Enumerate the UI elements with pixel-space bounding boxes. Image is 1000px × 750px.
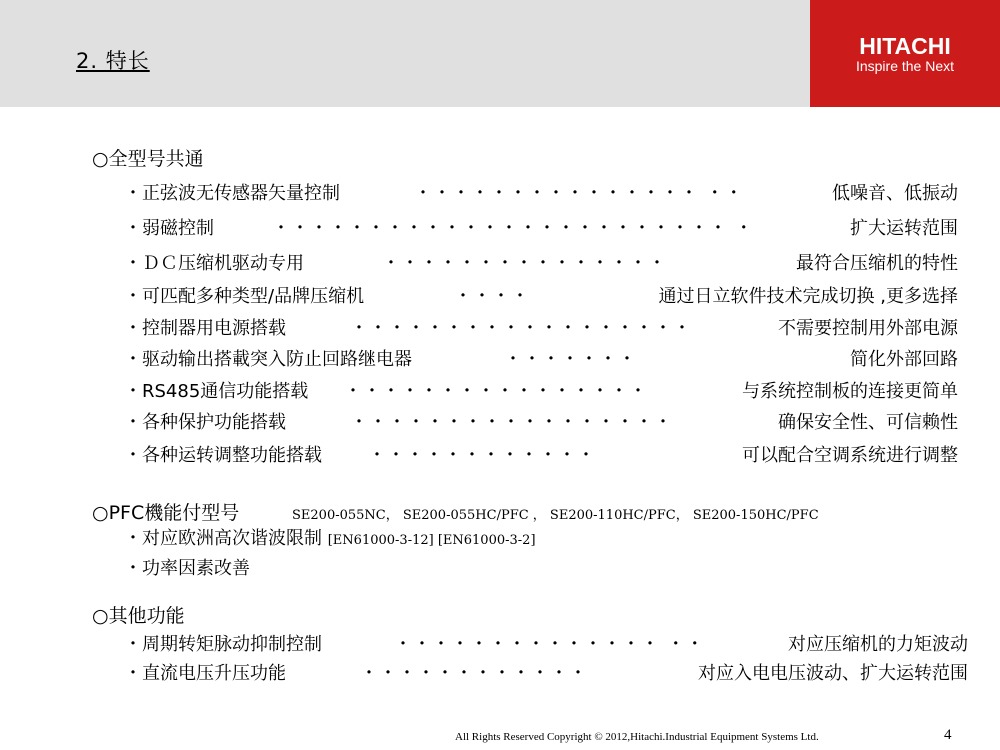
feature-result: 通过日立软件技术完成切换 ,更多选择 (658, 286, 958, 307)
feature-row (124, 345, 958, 371)
feature-label: ・控制器用电源搭载 (124, 318, 286, 339)
copyright-footer: All Rights Reserved Copyright © 2012,Hitachi.Industrial Equipment Systems Ltd. (455, 731, 819, 743)
feature-label: ・弱磁控制 (124, 218, 214, 239)
feature-label: ・ＤＣ压缩机驱动专用 (124, 253, 304, 274)
pfc-model-list: SE200-055NC， SE200-055HC/PFC ， SE200-110HC/PFC， SE200-150HC/PFC (292, 508, 819, 523)
leader-dots: ・・・・・・・・・・・・ (368, 445, 596, 466)
feature-result: 扩大运转范围 (850, 218, 958, 239)
section-heading-other: ○其他功能 (92, 605, 185, 627)
feature-label: ・周期转矩脉动抑制控制 (124, 634, 322, 655)
feature-row (124, 314, 958, 340)
feature-label: ・各种保护功能搭载 (124, 412, 286, 433)
leader-dots: ・・・・・・・・・・・・・・ ・・ (394, 634, 705, 655)
leader-dots: ・・・・・・・・・・・・・・・ ・・ (414, 183, 744, 204)
page-number: 4 (944, 727, 952, 743)
leader-dots: ・・・・ (454, 286, 530, 307)
slide-title: 2. 特长 (76, 49, 150, 73)
pfc-item (124, 554, 250, 580)
feature-result: 对应入电电压波动、扩大运转范围 (698, 663, 968, 684)
leader-dots: ・・・・・・・・・・・・・・・・・ (350, 412, 673, 433)
leader-dots: ・・・・・・・・・・・・・・・・ (344, 381, 648, 402)
leader-dots: ・・・・・・・・・・・・・・・・・・ (350, 318, 692, 339)
feature-result: 与系统控制板的连接更简单 (742, 381, 958, 402)
feature-result: 不需要控制用外部电源 (778, 318, 958, 339)
feature-label: ・各种运转调整功能搭载 (124, 445, 322, 466)
section-heading-common: ○全型号共通 (92, 148, 204, 170)
feature-result: 最符合压缩机的特性 (796, 253, 958, 274)
logo-tagline: Inspire the Next (855, 58, 955, 74)
leader-dots: ・・・・・・・ (504, 349, 637, 370)
feature-label: ・可匹配多种类型/品牌压缩机 (124, 286, 365, 307)
feature-result: 简化外部回路 (850, 349, 958, 370)
feature-row (124, 214, 958, 240)
pfc-item (124, 524, 536, 550)
pfc-item-label: ・功率因素改善 (124, 558, 250, 579)
hitachi-logo (810, 0, 1000, 107)
feature-label: ・RS485通信功能搭载 (124, 381, 309, 402)
feature-row (124, 179, 958, 205)
feature-label: ・驱动输出搭載突入防止回路继电器 (124, 349, 412, 370)
feature-label: ・直流电压升压功能 (124, 663, 286, 684)
feature-row (124, 377, 958, 403)
feature-result: 可以配合空调系统进行调整 (742, 445, 958, 466)
feature-label: ・正弦波无传感器矢量控制 (124, 183, 340, 204)
feature-row (124, 441, 958, 467)
leader-dots: ・・・・・・・・・・・・ (360, 663, 588, 684)
feature-row (124, 249, 958, 275)
feature-row (124, 630, 968, 656)
feature-result: 确保安全性、可信赖性 (778, 412, 958, 433)
leader-dots: ・・・・・・・・・・・・・・・ (382, 253, 667, 274)
pfc-item-standards: [EN61000-3-12] [EN61000-3-2] (327, 533, 536, 548)
feature-row (124, 659, 968, 685)
leader-dots: ・・・・・・・・・・・・・・・・・・・・・・・・ ・ (272, 218, 754, 239)
section-heading-pfc: ○PFC機能付型号 (92, 502, 240, 524)
feature-row (124, 282, 958, 308)
feature-result: 对应压缩机的力矩波动 (788, 634, 968, 655)
slide-header (0, 0, 1000, 107)
feature-row (124, 408, 958, 434)
pfc-item-label: ・对应欧洲高次谐波限制 (124, 528, 322, 549)
logo-brand: HITACHI (859, 33, 951, 59)
feature-result: 低噪音、低振动 (832, 183, 958, 204)
